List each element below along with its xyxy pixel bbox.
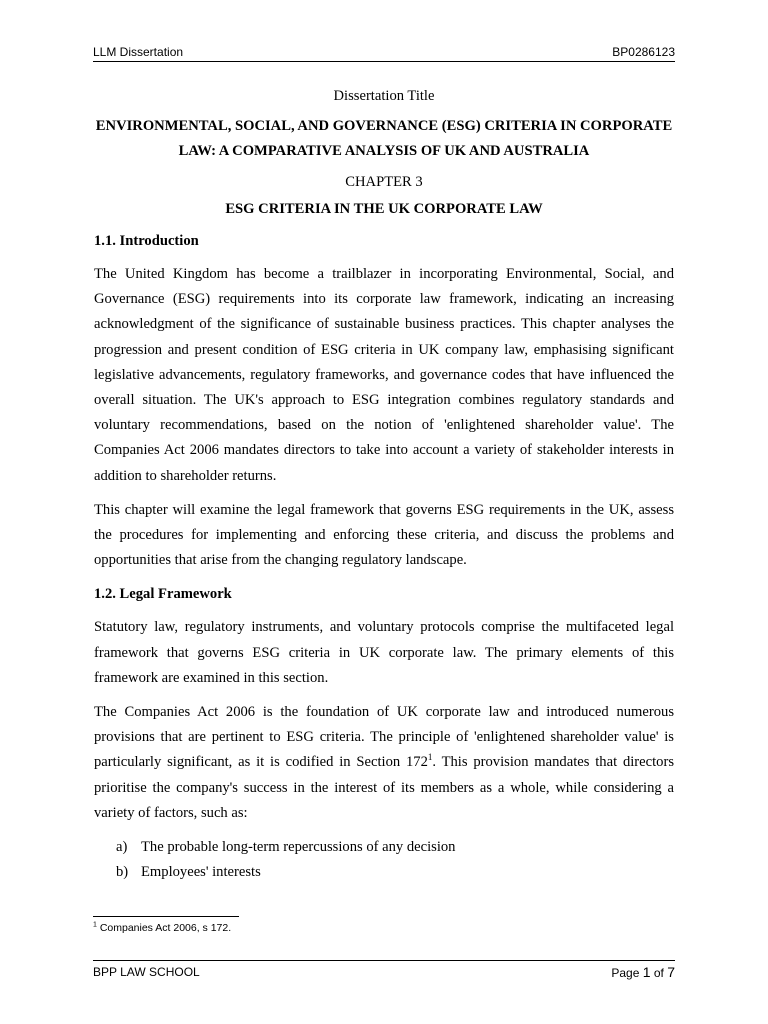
- footer-school-name: BPP LAW SCHOOL: [93, 965, 200, 979]
- paragraph: Statutory law, regulatory instruments, and voluntary protocols comprise the multifaceted legal framework that governs ESG criteria in UK corporate law. The primary elements of this framework are examined in this section.: [94, 619, 674, 686]
- section-heading-legal-framework: 1.2. Legal Framework: [94, 586, 232, 603]
- header-student-id: BP0286123: [612, 45, 675, 59]
- chapter-number: CHAPTER 3: [345, 174, 423, 190]
- list-marker: a): [116, 839, 128, 856]
- footnote-text: Companies Act 2006, s 172.: [96, 922, 232, 934]
- paragraph-text: The Companies Act 2006 is the foundation of UK corporate law and introduced numerous provisions that are pertinent to ESG criteria. The principle of 'enlightened shareholder value' is particularly significant, as it is codified in Section 172: [94, 704, 674, 771]
- dissertation-title-label: Dissertation Title: [333, 88, 435, 104]
- chapter-title: ESG CRITERIA IN THE UK CORPORATE LAW: [225, 201, 543, 217]
- list-item: [94, 860, 674, 885]
- page-counter: [611, 961, 675, 984]
- paragraph-text: . This provision mandates that directors prioritise the company's success in the interest of its members as a whole, while considering a variety of factors, such as:: [94, 754, 674, 821]
- section-heading-introduction: 1.1. Introduction: [94, 233, 199, 249]
- footnote-number: 1: [93, 921, 97, 929]
- page-word: Page: [611, 966, 643, 980]
- of-word: of: [650, 966, 668, 980]
- list-item-text: Employees' interests: [141, 864, 261, 881]
- footnote-separator: [93, 916, 239, 917]
- dissertation-title: ENVIRONMENTAL, SOCIAL, AND GOVERNANCE (ESG) CRITERIA IN CORPORATE LAW: A COMPARATIVE ANALYSIS OF UK AND AUSTRALIA: [95, 118, 673, 159]
- paragraph-with-footnote: [94, 700, 674, 826]
- document-body: [94, 84, 674, 885]
- page-header: [93, 43, 675, 62]
- list-item-text: The probable long-term repercussions of any decision: [141, 839, 456, 856]
- header-left-text: LLM Dissertation: [93, 45, 184, 59]
- paragraph: This chapter will examine the legal framework that governs ESG requirements in the UK, assess the procedures for implementing and enforcing these criteria, and discuss the problems and opportunities that arise from the changing regulatory landscape.: [94, 501, 674, 569]
- footnote: [93, 920, 231, 936]
- list-item: [94, 835, 674, 860]
- paragraph: The United Kingdom has become a trailblazer in incorporating Environmental, Social, and Governance (ESG) requirements into its corporate law framework, indicating an increasing acknowledgment of the significance of sustainable business practices. This chapter analyses the progression and present condition of ESG criteria in UK company law, emphasising significant legislative advancements, regulatory frameworks, and governance codes that have influenced the overall situation. The UK's approach to ESG integration combines regulatory standards and voluntary recommendations, based on the notion of 'enlightened shareholder value'. The Companies Act 2006 mandates directors to take into account a variety of stakeholder interests in addition to shareholder returns.: [94, 266, 674, 484]
- current-page-number: 1: [642, 964, 651, 980]
- factors-list: [94, 835, 674, 885]
- page-footer: [93, 960, 675, 983]
- total-page-number: 7: [667, 964, 675, 980]
- footnote-reference[interactable]: 1: [427, 752, 433, 763]
- list-marker: b): [116, 864, 129, 881]
